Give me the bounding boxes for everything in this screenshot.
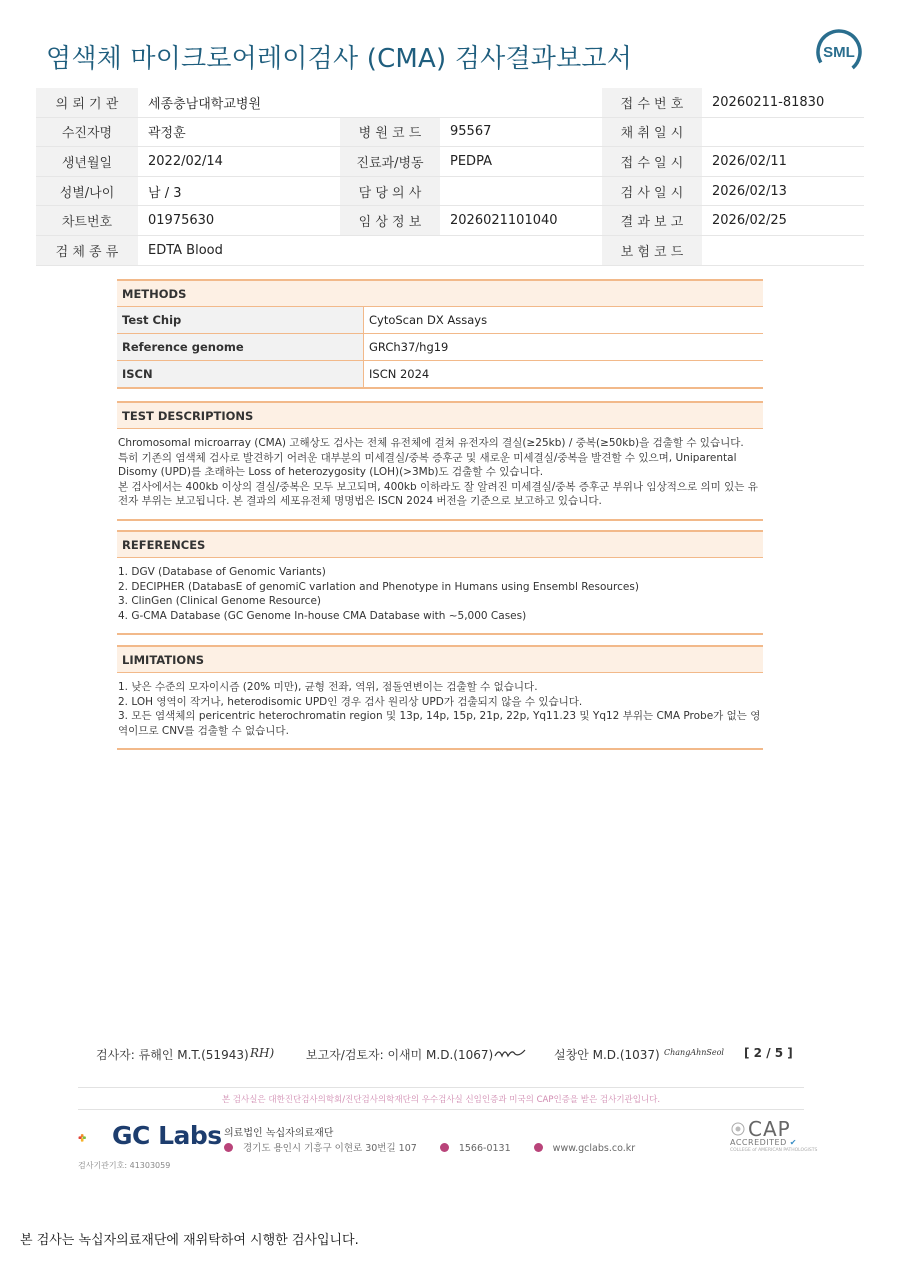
references-heading: REFERENCES: [117, 530, 763, 558]
info-row: [36, 117, 864, 147]
phone-text: 1566-0131: [458, 1143, 511, 1154]
reference-item: 4. G-CMA Database (GC Genome In-house CMA Database with ~5,000 Cases): [118, 609, 527, 622]
limitation-item: 3. 모든 염색체의 pericentric heterochromatin region 및 13p, 14p, 15p, 21p, 22p, Yq11.23 및 Yq12 부위는 CMA Probe가 없는 영역이므로 CNV를 검출할 수 없습니다.: [118, 710, 761, 737]
methods-key: ISCN: [117, 361, 364, 389]
info-value: 곽정훈: [138, 117, 340, 147]
info-row: [36, 235, 864, 265]
cap-accredited-text: ACCREDITED ✔: [730, 1138, 797, 1147]
methods-value: ISCN 2024: [364, 361, 764, 389]
info-value: 2026/02/11: [702, 147, 864, 177]
foundation-name: 의료법인 녹십자의료재단: [224, 1128, 334, 1139]
website-text: www.gclabs.co.kr: [552, 1143, 636, 1154]
info-value: 2026021101040: [440, 206, 602, 236]
info-label: 임 상 정 보: [340, 206, 440, 236]
test-descriptions-line: 특히 기존의 염색체 검사로 발견하기 어려운 대부분의 미세결실/중복 증후군 및 새로운 미세결실/중복을 발견할 수 있으며, Uniparental Disomy (UPD)를 초래하는 Loss of heterozygosity (LOH)(>3Mb)도 검출할 수 있습니다.: [118, 451, 737, 478]
reviewer2-name: 설창안 M.D.(1037): [554, 1048, 660, 1062]
accreditation-notice: 본 검사실은 대한진단검사의학회/진단검사의학재단의 우수검사실 신임인증과 미국의 CAP인증을 받은 검사기관입니다.: [221, 1095, 661, 1105]
tester-name: 검사자: 류해인 M.T.(51943): [96, 1048, 249, 1062]
methods-row: [117, 361, 763, 389]
tester-signature: RH): [250, 1046, 275, 1060]
info-value: [702, 117, 864, 147]
info-row: [36, 88, 864, 117]
info-value: [440, 176, 602, 206]
methods-row: [117, 307, 763, 334]
info-value: 2022/02/14: [138, 147, 340, 177]
info-value: [702, 235, 864, 265]
address-item: [224, 1143, 427, 1154]
methods-heading: METHODS: [117, 279, 763, 307]
info-value: PEDPA: [440, 147, 602, 177]
limitations-heading: LIMITATIONS: [117, 645, 763, 673]
info-label: 검 체 종 류: [36, 235, 138, 265]
info-value: 95567: [440, 117, 602, 147]
info-value: 20260211-81830: [702, 88, 864, 117]
info-label: 의 뢰 기 관: [36, 88, 138, 117]
info-label: 접 수 번 호: [602, 88, 702, 117]
info-row: [36, 147, 864, 177]
methods-key: Reference genome: [117, 334, 364, 361]
info-label: 접 수 일 시: [602, 147, 702, 177]
info-row: [36, 176, 864, 206]
references-body: [117, 558, 763, 635]
footer-divider-bottom: [78, 1109, 804, 1110]
info-value: 남 / 3: [138, 176, 340, 206]
location-icon: [224, 1143, 233, 1152]
reference-item: 2. DECIPHER (DatabasE of genomiC varIation and Phenotype in Humans using Ensembl Resources): [118, 580, 639, 593]
info-value: 2026/02/13: [702, 176, 864, 206]
contact-line: [224, 1140, 655, 1154]
test-descriptions-line: 본 검사에서는 400kb 이상의 결실/중복은 모두 보고되며, 400kb 이하라도 잘 알려진 미세결실/중복 증후군 부위나 임상적으로 의미 있는 유전자 부위는 보고됩니다. 본 결과의 세포유전체 명명법은 ISCN 2024 버전을 기준으로 보고하고 있습니다.: [118, 480, 758, 507]
info-label: 진료과/병동: [340, 147, 440, 177]
gc-brand-text: GC Labs: [112, 1121, 222, 1150]
info-value: 세종충남대학교병원: [138, 88, 602, 117]
info-label: 차트번호: [36, 206, 138, 236]
phone-item: [440, 1143, 521, 1154]
info-value: EDTA Blood: [138, 235, 602, 265]
globe-icon: [534, 1143, 543, 1152]
cap-college-text: COLLEGE of AMERICAN PATHOLOGISTS: [730, 1148, 818, 1153]
info-label: 생년월일: [36, 147, 138, 177]
referral-note: 본 검사는 녹십자의료재단에 재위탁하여 시행한 검사입니다.: [20, 1233, 359, 1248]
reviewer-signature: [494, 1046, 526, 1060]
info-label: 병 원 코 드: [340, 117, 440, 147]
info-label: 검 사 일 시: [602, 176, 702, 206]
methods-value: CytoScan DX Assays: [364, 307, 764, 334]
methods-value: GRCh37/hg19: [364, 334, 764, 361]
info-row: [36, 206, 864, 236]
test-descriptions-body: [117, 429, 763, 521]
limitation-item: 2. LOH 영역이 작거나, heterodisomic UPD인 경우 검사 원리상 UPD가 검출되지 않을 수 있습니다.: [118, 695, 583, 708]
cap-logo-text: CAP: [748, 1117, 791, 1141]
info-label: 보 험 코 드: [602, 235, 702, 265]
sml-logo-text: SML: [823, 44, 855, 61]
phone-icon: [440, 1143, 449, 1152]
reviewer-name: 보고자/검토자: 이새미 M.D.(1067): [306, 1048, 494, 1062]
test-descriptions-section: [117, 401, 763, 521]
limitations-section: [117, 645, 763, 750]
footer-divider-top: [78, 1087, 804, 1088]
test-descriptions-line: Chromosomal microarray (CMA) 고해상도 검사는 전체 유전체에 걸쳐 유전자의 결실(≥25kb) / 중복(≥50kb)을 검출할 수 있습니다.: [118, 437, 744, 449]
info-value: 01975630: [138, 206, 340, 236]
methods-table: [117, 307, 763, 389]
cap-seal-icon: [731, 1120, 745, 1138]
sml-logo: [815, 28, 863, 76]
org-code: 검사기관기호: 41303059: [78, 1161, 171, 1170]
info-label: 채 취 일 시: [602, 117, 702, 147]
reference-item: 3. ClinGen (Clinical Genome Resource): [118, 595, 322, 607]
report-title: 염색체 마이크로어레이검사 (CMA) 검사결과보고서: [46, 44, 633, 74]
info-label: 담 당 의 사: [340, 176, 440, 206]
gc-cross-icon: [78, 1121, 112, 1155]
page-number: [ 2 / 5 ]: [744, 1046, 793, 1060]
limitations-body: [117, 673, 763, 750]
references-section: [117, 530, 763, 635]
methods-section: [117, 279, 763, 389]
address-text: 경기도 용인시 기흥구 이현로 30번길 107: [243, 1143, 417, 1154]
methods-row: [117, 334, 763, 361]
info-value: 2026/02/25: [702, 206, 864, 236]
reference-item: 1. DGV (Database of Genomic Variants): [118, 566, 326, 578]
limitation-item: 1. 낮은 수준의 모자이시즘 (20% 미만), 균형 전좌, 역위, 점돌연변이는 검출할 수 없습니다.: [118, 681, 538, 693]
methods-key: Test Chip: [117, 307, 364, 334]
website-item: [534, 1143, 645, 1154]
info-label: 결 과 보 고: [602, 206, 702, 236]
info-label: 성별/나이: [36, 176, 138, 206]
reviewer2-signature: ChangAhnSeol: [664, 1048, 724, 1057]
test-descriptions-heading: TEST DESCRIPTIONS: [117, 401, 763, 429]
info-label: 수진자명: [36, 117, 138, 147]
patient-info-table: [36, 88, 864, 266]
